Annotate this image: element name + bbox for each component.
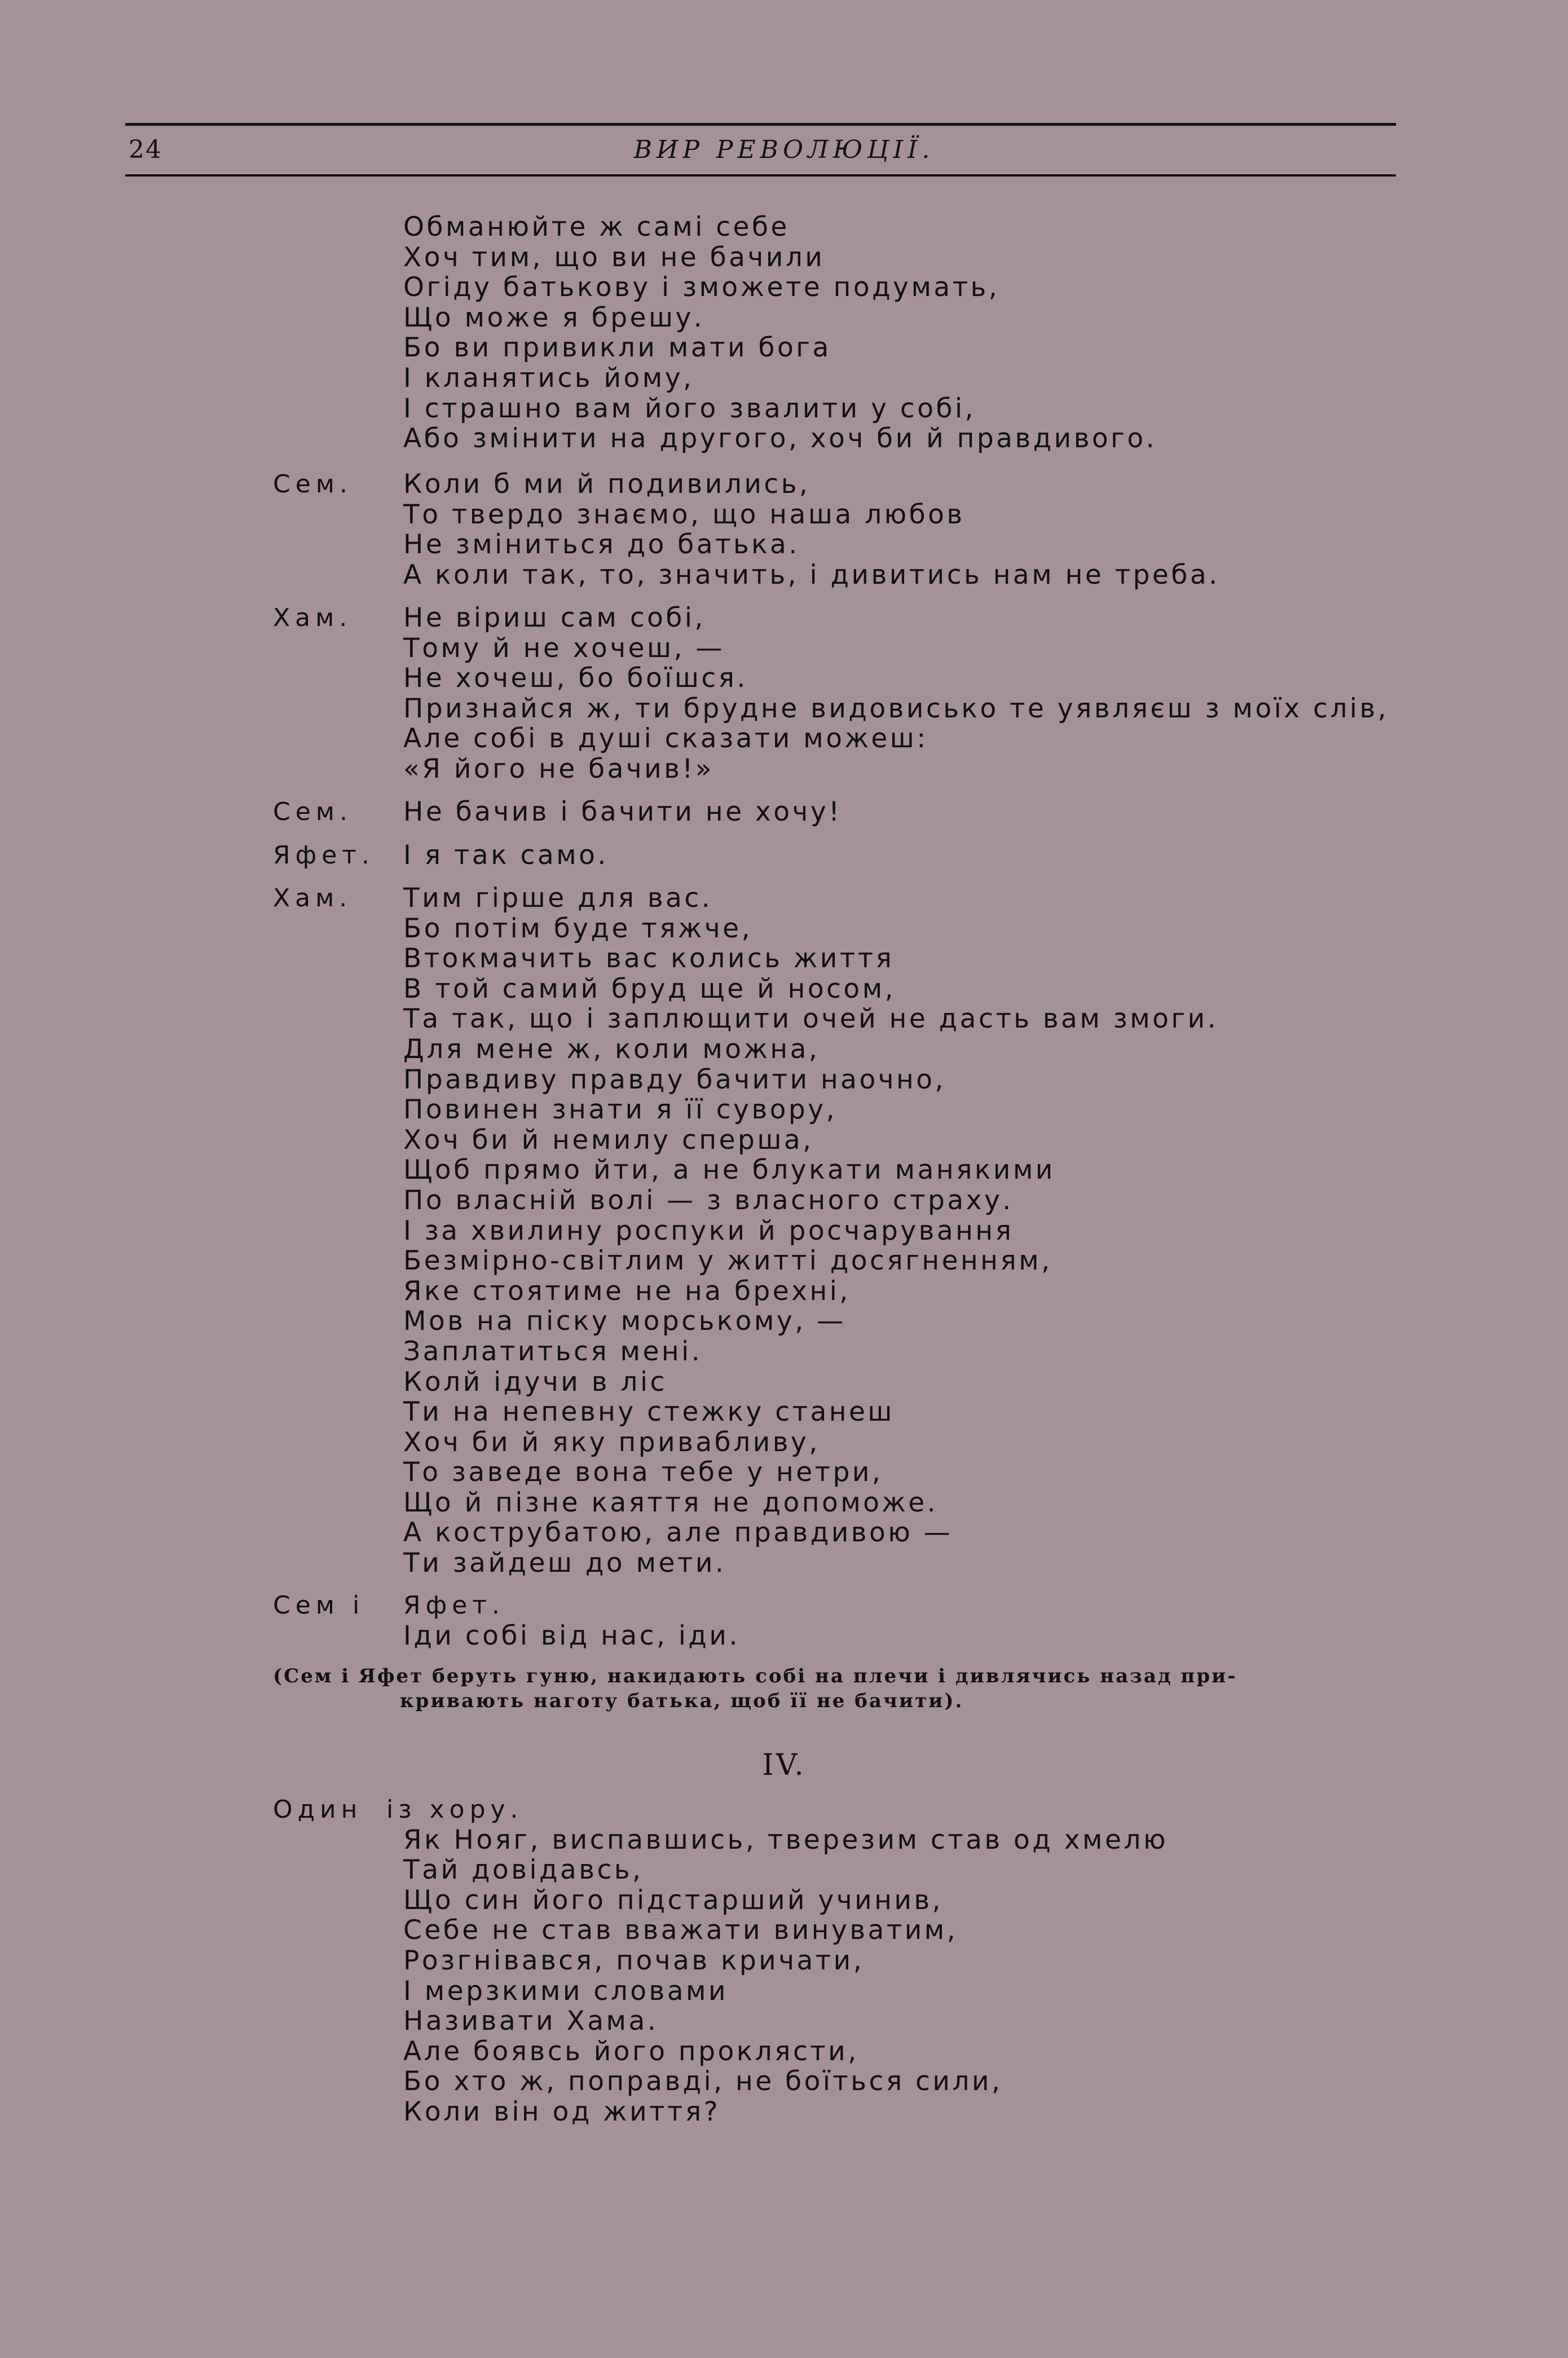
verse-line: Хоч би й яку привабливу,	[403, 1426, 820, 1458]
verse-line: Себе не став вважати винуватим,	[403, 1915, 958, 1946]
verse-line: Тай довідавсь,	[403, 1854, 644, 1886]
verse-block-6	[403, 883, 1218, 1579]
verse-line: І я так само.	[403, 840, 609, 871]
verse-line: Бо потім буде тяжче,	[403, 913, 753, 944]
verse-block-4	[403, 797, 842, 827]
speaker-kham: Хам.	[273, 603, 353, 632]
verse-line: Хоч тим, що ви не бачили	[403, 241, 825, 273]
stage-direction-line: кривають наготу батька, щоб її не бачити).	[400, 1690, 964, 1712]
verse-line: Щоб прямо йти, а не блукати манякими	[403, 1154, 1055, 1186]
section-heading: IV.	[762, 1748, 806, 1782]
stage-direction	[273, 1664, 1345, 1713]
verse-line: Не бачив і бачити не хочу!	[403, 796, 842, 827]
verse-line: Що може я брешу.	[403, 302, 705, 333]
verse-line: Колй ідучи в ліс	[403, 1366, 667, 1398]
verse-line: Але собі в душі сказати можеш:	[403, 723, 928, 755]
header-top-rule	[125, 123, 1396, 126]
verse-line: Для мене ж, коли можна,	[403, 1033, 820, 1065]
verse-line: Правдиву правду бачити наочно,	[403, 1064, 946, 1095]
verse-line: По власній волі — з власного страху.	[403, 1184, 1014, 1216]
verse-line: То твердо знаємо, що наша любов	[403, 499, 965, 530]
verse-line: Або змінити на другого, хоч би й правдивого.	[403, 423, 1157, 455]
speaker-yafet: Яфет.	[403, 1591, 505, 1620]
verse-line: А кострубатою, але правдивою —	[403, 1517, 953, 1549]
verse-line: І кланятись йому,	[403, 362, 694, 394]
speaker-sem-i: Сем і	[273, 1591, 365, 1620]
verse-block-5	[403, 840, 609, 871]
verse-line: В той самий бруд ще й носом,	[403, 973, 896, 1004]
verse-line: Коли він од життя?	[403, 2096, 721, 2127]
verse-block-1	[403, 212, 1157, 454]
verse-line: І за хвилину роспуки й росчарування	[403, 1215, 1014, 1246]
verse-line: Називати Хама.	[403, 2006, 659, 2037]
verse-line: Яке стоятиме не на брехні,	[403, 1275, 851, 1307]
verse-line: Не хочеш, бо боїшся.	[403, 663, 748, 694]
verse-line: То заведе вона тебе у нетри,	[403, 1457, 883, 1488]
speaker-kham: Хам.	[273, 884, 353, 913]
verse-line: Ти зайдеш до мети.	[403, 1548, 726, 1579]
verse-line: Тому й не хочеш, —	[403, 632, 725, 664]
verse-line: Тим гірше для вас.	[403, 883, 713, 914]
speaker-iz-khoru: із хору.	[386, 1795, 523, 1824]
verse-line: Бо ви привикли мати бога	[403, 332, 831, 364]
verse-line: І мерзкими словами	[403, 1975, 729, 2007]
page-number: 24	[129, 135, 162, 164]
verse-block-2	[403, 469, 1220, 590]
verse-line: Коли б ми й подивились,	[403, 469, 811, 500]
running-title: ВИР РЕВОЛЮЦІЇ.	[633, 135, 935, 164]
verse-line: Обманюйте ж самі себе	[403, 211, 790, 243]
speaker-sem: Сем.	[273, 797, 353, 826]
stage-direction-line: (Сем і Яфет беруть гуню, накидають собі на плечи і дивлячись назад при-	[273, 1665, 1237, 1687]
verse-line: А коли так, то, значить, і дивитись нам не треба.	[403, 559, 1220, 590]
verse-block-7	[403, 1590, 740, 1651]
verse-line: Що й пізне каяття не допоможе.	[403, 1487, 939, 1518]
verse-line: Розгнівався, почав кричати,	[403, 1945, 865, 1976]
verse-line: Заплатиться мені.	[403, 1336, 703, 1367]
verse-line: Ти на непевну стежку станеш	[403, 1396, 895, 1428]
verse-line: Повинен знати я її сувору,	[403, 1094, 838, 1126]
verse-line: Не зміниться до батька.	[403, 529, 800, 561]
verse-line: Та так, що і заплющити очей не дасть вам змоги.	[403, 1003, 1219, 1035]
speaker-sem: Сем.	[273, 470, 353, 499]
verse-line: Як Нояг, виспавшись, тверезим став од хмелю	[403, 1824, 1169, 1855]
verse-line: Не віриш сам собі,	[403, 602, 706, 633]
verse-line: Признайся ж, ти брудне видовисько те уявляєш з моїх слів,	[403, 693, 1389, 724]
verse-line: Що син його підстарший учинив,	[403, 1884, 944, 1916]
verse-block-8	[386, 1795, 1169, 2127]
verse-line: Але боявсь його проклясти,	[403, 2035, 859, 2067]
verse-line: Безмірно-світлим у житті досягненням,	[403, 1245, 1052, 1277]
verse-line: Втокмачить вас колись життя	[403, 943, 895, 975]
verse-line: Хоч би й немилу сперша,	[403, 1124, 814, 1156]
verse-line: Мов на піску морському, —	[403, 1306, 846, 1337]
verse-line: Бо хто ж, поправді, не боїться сили,	[403, 2066, 1003, 2097]
speaker-odyn: Один	[273, 1795, 363, 1824]
verse-line: І страшно вам його звалити у собі,	[403, 393, 976, 424]
verse-line: Іди собі від нас, іди.	[403, 1620, 740, 1651]
header-bottom-rule	[125, 174, 1396, 177]
verse-line: Огіду батькову і зможете подумать,	[403, 272, 1000, 303]
verse-block-3	[403, 603, 1389, 784]
speaker-yafet: Яфет.	[273, 841, 375, 870]
verse-line: «Я його не бачив!»	[403, 753, 715, 784]
